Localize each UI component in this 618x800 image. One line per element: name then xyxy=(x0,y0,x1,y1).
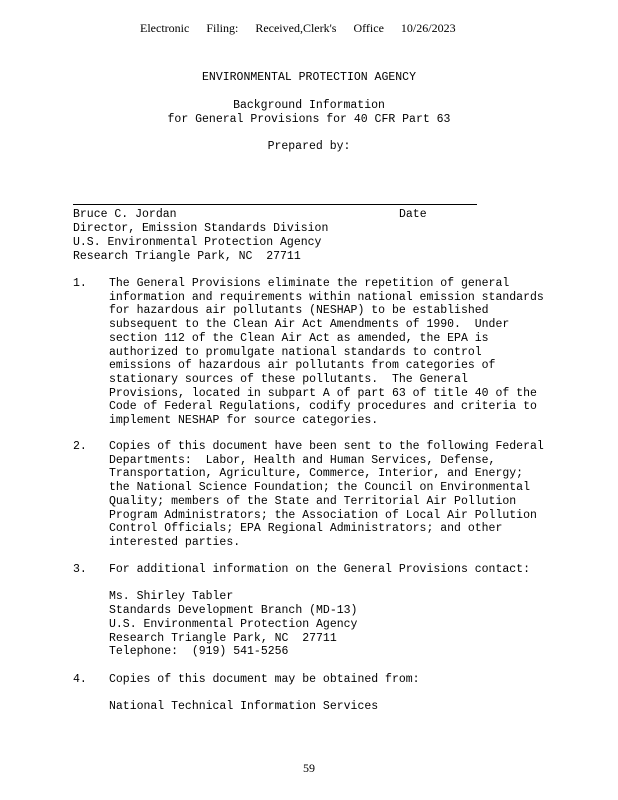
item-2-paragraph xyxy=(109,440,544,550)
paragraph-line: Code of Federal Regulations, codify procedures and criteria to xyxy=(109,400,537,414)
paragraph-line: information and requirements within national emission standards xyxy=(109,290,544,304)
document-title-line2: for General Provisions for 40 CFR Part 63 xyxy=(167,113,451,126)
signer-city: Research Triangle Park, NC 27711 xyxy=(73,250,301,263)
paragraph-line: authorized to promulgate national standards to control xyxy=(109,345,482,359)
paragraph-line: the National Science Foundation; the Council on Environmental xyxy=(109,481,530,495)
filing-stamp xyxy=(140,21,470,36)
item-number: 4. xyxy=(73,673,87,686)
prepared-by: Prepared by: xyxy=(267,140,351,153)
paragraph-line: For additional information on the General Provisions contact: xyxy=(109,563,530,576)
item-3-paragraph xyxy=(109,563,530,659)
paragraph-line: stationary sources of these pollutants. The General xyxy=(109,372,468,386)
paragraph-line: Telephone: (919) 541-5256 xyxy=(109,645,289,659)
stamp-electronic: Electronic xyxy=(140,21,190,35)
stamp-filing: Filing: xyxy=(206,21,239,35)
item-number: 1. xyxy=(73,277,87,290)
paragraph-line: The General Provisions eliminate the repetition of general xyxy=(109,277,510,290)
paragraph-line: section 112 of the Clean Air Act as amended, the EPA is xyxy=(109,331,489,345)
paragraph-line: Ms. Shirley Tabler xyxy=(109,590,234,604)
paragraph-line: implement NESHAP for source categories. xyxy=(109,414,379,428)
paragraph-line xyxy=(109,577,530,591)
paragraph-line: Control Officials; EPA Regional Administrators; and other xyxy=(109,522,503,536)
paragraph-line: Departments: Labor, Health and Human Services, Defense, xyxy=(109,453,496,467)
stamp-date: 10/26/2023 xyxy=(400,21,456,35)
paragraph-line: Quality; members of the State and Territorial Air Pollution xyxy=(109,494,517,508)
paragraph-line: Copies of this document have been sent to the following Federal xyxy=(109,440,544,453)
paragraph-line: interested parties. xyxy=(109,535,241,549)
item-4-paragraph xyxy=(109,673,420,714)
paragraph-line: Program Administrators; the Association of Local Air Pollution xyxy=(109,508,537,522)
paragraph-line: National Technical Information Services xyxy=(109,700,379,714)
item-number: 2. xyxy=(73,440,87,453)
paragraph-line: Research Triangle Park, NC 27711 xyxy=(109,631,337,645)
paragraph-line: U.S. Environmental Protection Agency xyxy=(109,617,358,631)
signature-line xyxy=(73,204,477,205)
paragraph-line: for hazardous air pollutants (NESHAP) to be established xyxy=(109,304,489,318)
signer-name: Bruce C. Jordan xyxy=(73,208,177,221)
item-number: 3. xyxy=(73,563,87,576)
stamp-received: Received,Clerk's xyxy=(255,21,337,35)
agency-heading: ENVIRONMENTAL PROTECTION AGENCY xyxy=(202,71,416,84)
paragraph-line xyxy=(109,687,420,701)
document-title-line1: Background Information xyxy=(233,99,385,112)
date-label: Date xyxy=(399,208,427,221)
paragraph-line: Provisions, located in subpart A of part 63 of title 40 of the xyxy=(109,386,537,400)
paragraph-line: Transportation, Agriculture, Commerce, Interior, and Energy; xyxy=(109,467,524,481)
stamp-office: Office xyxy=(353,21,384,35)
paragraph-line: Standards Development Branch (MD-13) xyxy=(109,604,358,618)
item-1-paragraph xyxy=(109,277,544,428)
paragraph-line: Copies of this document may be obtained from: xyxy=(109,673,420,686)
signer-org: U.S. Environmental Protection Agency xyxy=(73,236,322,249)
paragraph-line: emissions of hazardous air pollutants from categories of xyxy=(109,359,496,373)
signer-title: Director, Emission Standards Division xyxy=(73,222,329,235)
paragraph-line: subsequent to the Clean Air Act Amendments of 1990. Under xyxy=(109,318,510,332)
page-number: 59 xyxy=(303,761,315,775)
